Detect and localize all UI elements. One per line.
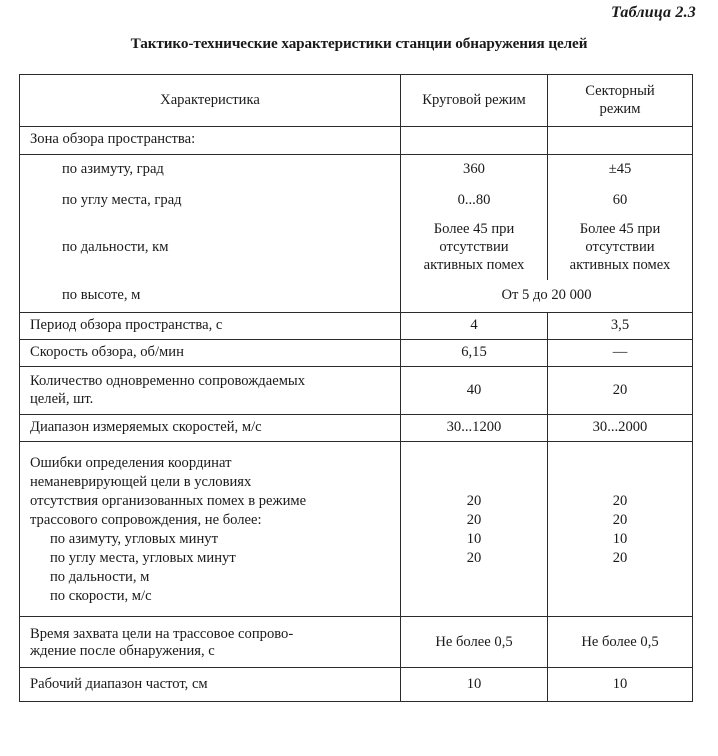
row-scan-period-name: Период обзора пространства, с: [20, 312, 401, 339]
specifications-table: [19, 74, 693, 702]
table-body: [20, 127, 693, 702]
row-coordinate-errors-lead-line4: трассового сопровождения, не более:: [30, 511, 262, 528]
subitem-value-sector-velocity: 20: [612, 549, 628, 566]
row-range-name: по дальности, км: [20, 217, 401, 280]
row-frequency-band-sector: 10: [548, 668, 693, 702]
table-row: [20, 312, 693, 339]
row-range-circular-line2: отсутствии: [439, 238, 509, 255]
subitem-value-circular-azimuth: 20: [466, 492, 482, 509]
row-scan-rate-sector: —: [548, 339, 693, 366]
row-altitude-merged-value: От 5 до 20 000: [401, 280, 693, 313]
table-container: [19, 74, 692, 702]
column-header-sector-mode-line1: Секторный: [585, 83, 655, 99]
table-row: [20, 415, 693, 442]
subitem-label-azimuth: по азимуту, угловых минут: [50, 530, 218, 547]
table-row: [20, 217, 693, 280]
row-azimuth-circular: 360: [401, 154, 548, 186]
row-capture-time-name-line1: Время захвата цели на трассовое сопрово-: [30, 625, 294, 642]
row-azimuth-name: по азимуту, град: [20, 154, 401, 186]
table-row: [20, 617, 693, 668]
header-row: [20, 75, 693, 127]
row-scan-rate-name: Скорость обзора, об/мин: [20, 339, 401, 366]
row-velocity-range-name: Диапазон измеряемых скоростей, м/с: [20, 415, 401, 442]
subitem-value-sector-range: 10: [612, 530, 628, 547]
row-range-sector-line3: активных помех: [569, 256, 671, 273]
table-row: [20, 339, 693, 366]
row-scan-rate-circular: 6,15: [401, 339, 548, 366]
row-tracked-targets-sector: 20: [548, 367, 693, 415]
row-zone-heading-name: Зона обзора пространства:: [20, 127, 401, 154]
row-capture-time-circular: Не более 0,5: [401, 617, 548, 668]
row-range-circular-line3: активных помех: [423, 256, 525, 273]
subitem-value-sector-azimuth: 20: [612, 492, 628, 509]
row-altitude-name: по высоте, м: [20, 280, 401, 313]
table-number-caption: Таблица 2.3: [611, 4, 696, 21]
row-range-circular-line1: Более 45 при: [433, 220, 515, 237]
row-range-sector: [548, 217, 693, 280]
row-range-sector-line2: отсутствии: [585, 238, 655, 255]
row-elevation-circular: 0...80: [401, 186, 548, 217]
row-coordinate-errors-circular: [401, 442, 548, 617]
row-velocity-range-sector: 30...2000: [548, 415, 693, 442]
row-tracked-targets-name-line2: целей, шт.: [30, 390, 94, 407]
subitem-label-range: по дальности, м: [50, 568, 150, 585]
row-range-circular: [401, 217, 548, 280]
column-header-characteristic: [20, 75, 401, 127]
row-coordinate-errors-lead-line1: Ошибки определения координат: [30, 454, 232, 471]
row-elevation-sector: 60: [548, 186, 693, 217]
table-title: Тактико-технические характеристики станции обнаружения целей: [130, 35, 588, 52]
column-header-characteristic-label: Характеристика: [160, 92, 260, 109]
column-header-circular-mode-label: Круговой режим: [422, 92, 526, 109]
subitem-value-circular-range: 10: [466, 530, 482, 547]
subitem-value-circular-elevation: 20: [466, 511, 482, 528]
row-zone-heading-sector: [548, 127, 693, 154]
row-zone-heading-circular: [401, 127, 548, 154]
table-row: [20, 127, 693, 154]
row-frequency-band-name: Рабочий диапазон частот, см: [20, 668, 401, 702]
table-row: [20, 186, 693, 217]
row-capture-time-name: [20, 617, 401, 668]
subitem-label-elevation: по углу места, угловых минут: [50, 549, 236, 566]
row-coordinate-errors-subitems: [30, 530, 392, 606]
subitem-label-velocity: по скорости, м/с: [50, 587, 152, 604]
row-coordinate-errors-lead-line3: отсутствия организованных помех в режиме: [30, 492, 307, 509]
row-elevation-name: по углу места, град: [20, 186, 401, 217]
table-row: [20, 280, 693, 313]
column-header-sector-mode-label: [548, 75, 692, 126]
row-range-sector-line1: Более 45 при: [579, 220, 661, 237]
row-tracked-targets-name-line1: Количество одновременно сопровождаемых: [30, 373, 306, 390]
column-header-sector-mode: [548, 75, 693, 127]
row-frequency-band-circular: 10: [401, 668, 548, 702]
row-scan-period-circular: 4: [401, 312, 548, 339]
row-coordinate-errors-lead-line2: неманеврирующей цели в условиях: [30, 473, 252, 490]
row-velocity-range-circular: 30...1200: [401, 415, 548, 442]
row-coordinate-errors-sector: [548, 442, 693, 617]
row-scan-period-sector: 3,5: [548, 312, 693, 339]
row-tracked-targets-circular: 40: [401, 367, 548, 415]
table-row: [20, 442, 693, 617]
table-row: [20, 154, 693, 186]
column-header-circular-mode: [401, 75, 548, 127]
row-capture-time-name-line2: ждение после обнаружения, с: [30, 642, 215, 659]
row-azimuth-sector: ±45: [548, 154, 693, 186]
row-coordinate-errors-name: [20, 442, 401, 617]
table-row: [20, 668, 693, 702]
column-header-sector-mode-line2: режим: [599, 101, 641, 118]
row-tracked-targets-name: [20, 367, 401, 415]
subitem-value-circular-velocity: 20: [466, 549, 482, 566]
subitem-value-sector-elevation: 20: [612, 511, 628, 528]
row-capture-time-sector: Не более 0,5: [548, 617, 693, 668]
row-coordinate-errors-lead: [30, 454, 392, 530]
table-row: [20, 367, 693, 415]
table-header: [20, 75, 693, 127]
